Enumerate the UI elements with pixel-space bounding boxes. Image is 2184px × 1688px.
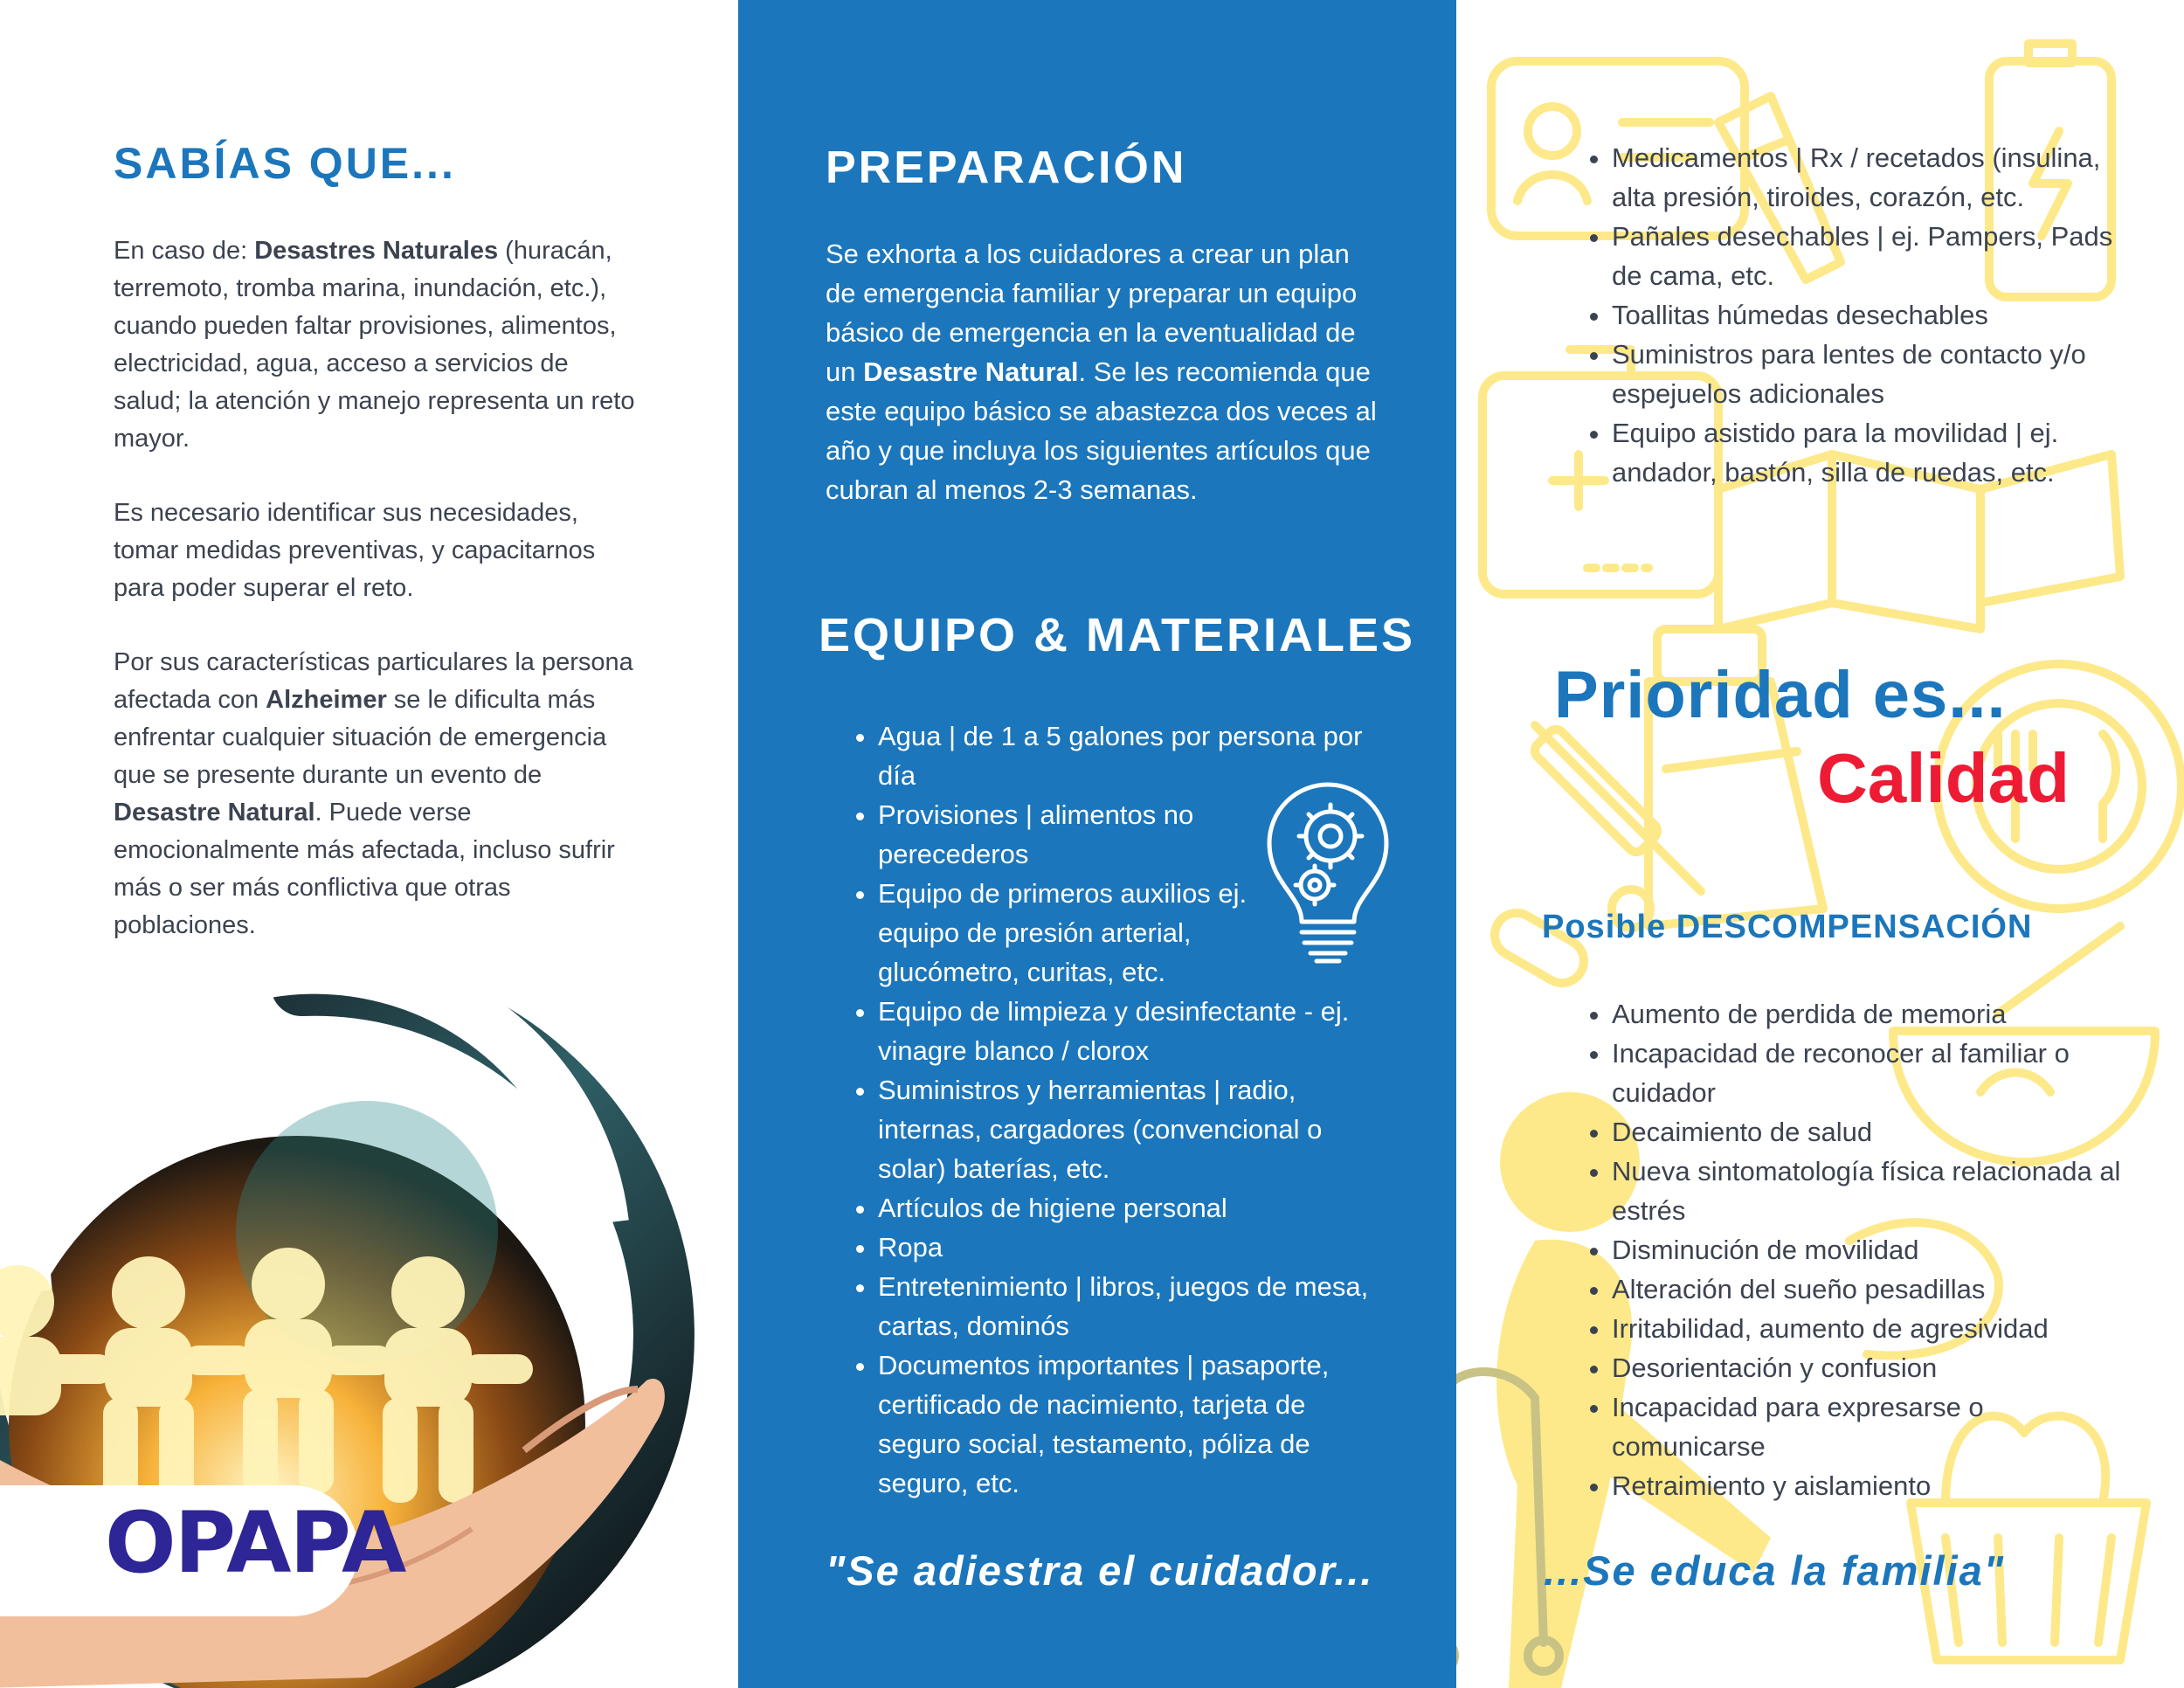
list-item: • Aumento de perdida de memoria bbox=[1612, 994, 2138, 1034]
list-item: • Retraimiento y aislamiento bbox=[1612, 1466, 2138, 1505]
list-item: • Equipo de primeros auxilios ej. equipo de presión arterial, glucómetro, curitas, etc. bbox=[878, 874, 1385, 992]
text-span: se le dificulta más enfrentar cualquier situación de emergencia que se presente durante un evento de bbox=[114, 686, 607, 789]
preparacion-heading: PREPARACIÓN bbox=[826, 142, 1187, 193]
text-span: (huracán, terremoto, tromba marina, inundación, etc.), cuando pueden faltar provisiones, alimentos, electricidad, agua, acceso a servicios de salud; la atención y manejo representa un reto mayor. bbox=[114, 237, 635, 453]
list-item: • Incapacidad de reconocer al familiar o cuidador bbox=[1612, 1034, 2138, 1112]
medicamentos-list bbox=[1579, 138, 2138, 492]
bold-alzheimer: Alzheimer bbox=[266, 686, 387, 714]
list-item: • Incapacidad para expresarse o comunicarse bbox=[1612, 1387, 2138, 1466]
list-item: • Decaimiento de salud bbox=[1612, 1112, 2138, 1152]
text-span: . Se les recomienda que este equipo básico se abastezca dos veces al año y que incluya los siguientes artículos que cubran al menos 2-3 semanas. bbox=[826, 356, 1377, 505]
left-body-text bbox=[114, 232, 638, 981]
list-item: • Agua | de 1 a 5 galones por persona por día bbox=[878, 716, 1385, 795]
quote-se-educa: ...Se educa la familia" bbox=[1544, 1547, 2006, 1594]
list-item: • Desorientación y confusion bbox=[1612, 1348, 2138, 1387]
list-item: • Pañales desechables | ej. Pampers, Pads de cama, etc. bbox=[1612, 217, 2138, 295]
list-item: • Equipo de limpieza y desinfectante - ej. vinagre blanco / clorox bbox=[878, 992, 1385, 1070]
paragraph-desastres bbox=[114, 232, 638, 458]
text-span: En caso de: bbox=[114, 237, 255, 265]
bold-desastre-natural: Desastre Natural bbox=[114, 799, 315, 827]
text-span: Se exhorta a los cuidadores a crear un plan de emergencia familiar y preparar un equipo básico de emergencia en la eventualidad de un bbox=[826, 239, 1358, 387]
prioridad-heading: Prioridad es... bbox=[1554, 658, 2007, 732]
list-item: • Documentos importantes | pasaporte, certificado de nacimiento, tarjeta de seguro social, testamento, póliza de seguro, etc. bbox=[878, 1346, 1385, 1503]
paragraph-alzheimer bbox=[114, 644, 638, 944]
list-item: • Entretenimiento | libros, juegos de mesa, cartas, dominós bbox=[878, 1267, 1385, 1346]
paragraph-necesidades: Es necesario identificar sus necesidades, tomar medidas preventivas, y capacitarnos para poder superar el reto. bbox=[114, 499, 596, 602]
equipo-materiales-heading: EQUIPO & MATERIALES bbox=[819, 609, 1416, 661]
list-item: • Irritabilidad, aumento de agresividad bbox=[1612, 1309, 2138, 1348]
list-item: • Disminución de movilidad bbox=[1612, 1230, 2138, 1269]
bold-desastre-natural: Desastre Natural bbox=[863, 356, 1079, 387]
quote-se-adiestra: "Se adiestra el cuidador... bbox=[826, 1547, 1374, 1594]
list-item: • Toallitas húmedas desechables bbox=[1612, 295, 2138, 335]
preparacion-text bbox=[826, 234, 1385, 509]
opapa-logo: OPAPA bbox=[105, 1494, 405, 1592]
list-item: • Suministros y herramientas | radio, internas, cargadores (convencional o solar) baterías, etc. bbox=[878, 1070, 1385, 1188]
calidad-heading: Calidad bbox=[1817, 739, 2070, 817]
text-span: Por sus características particulares la persona afectada con bbox=[114, 648, 633, 714]
left-panel bbox=[0, 0, 738, 1688]
sabias-que-heading: SABÍAS QUE... bbox=[114, 139, 456, 188]
middle-panel bbox=[738, 0, 1456, 1688]
right-panel bbox=[1456, 0, 2184, 1688]
list-item: • Provisiones | alimentos no perecederos bbox=[878, 795, 1385, 874]
bold-desastres-naturales: Desastres Naturales bbox=[254, 237, 499, 265]
descompensacion-heading: Posible DESCOMPENSACIÓN bbox=[1542, 909, 2033, 945]
text-span: . Puede verse emocionalmente más afectada, incluso sufrir más o ser más conflictiva que otras poblaciones. bbox=[114, 799, 615, 939]
list-item: • Artículos de higiene personal bbox=[878, 1188, 1385, 1228]
list-item: • Ropa bbox=[878, 1228, 1385, 1267]
list-item: • Alteración del sueño pesadillas bbox=[1612, 1269, 2138, 1309]
descompensacion-list bbox=[1579, 994, 2138, 1505]
list-item: • Suministros para lentes de contacto y/o espejuelos adicionales bbox=[1612, 335, 2138, 413]
lightbulb-gears-icon bbox=[1262, 782, 1393, 970]
list-item: • Medicamentos | Rx / recetados (insulina, alta presión, tiroides, corazón, etc. bbox=[1612, 138, 2138, 217]
list-item: • Nueva sintomatología física relacionada al estrés bbox=[1612, 1152, 2138, 1230]
list-item: • Equipo asistido para la movilidad | ej. andador, bastón, silla de ruedas, etc. bbox=[1612, 413, 2138, 492]
